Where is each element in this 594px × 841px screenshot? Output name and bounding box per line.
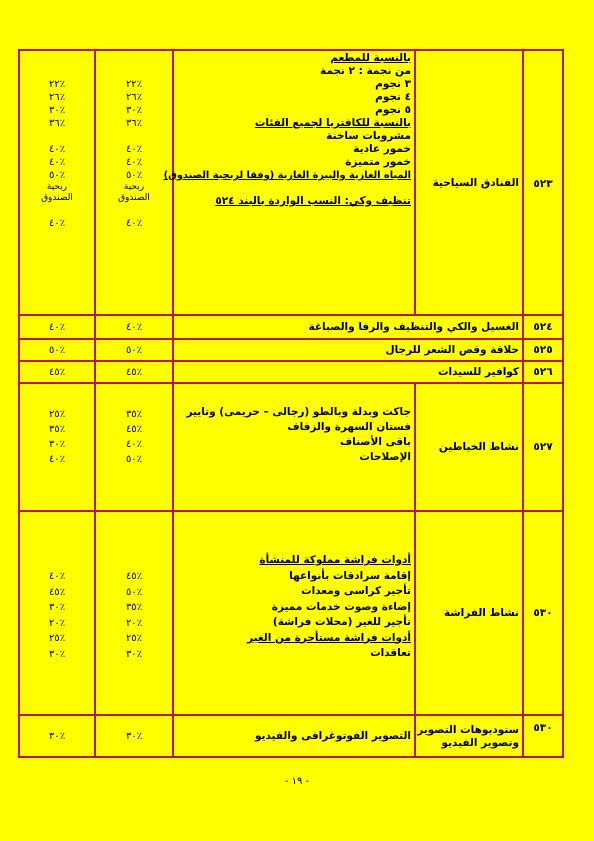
description-line: فستان السهرة والزفاف [287, 421, 411, 433]
rate-value: ٪٥٠ [48, 170, 66, 181]
rate-value: ٪٣٠ [48, 648, 66, 660]
table-row [19, 715, 563, 757]
rate-value: ٪٢٢ [48, 79, 66, 90]
rate-value: ٪٣٦ [48, 118, 66, 129]
rate-value: ٪٣٥ [125, 409, 143, 420]
rate-value: ٪٥٠ [125, 454, 143, 465]
rate-value: ٪٣٠ [48, 602, 66, 613]
rate-value: ٪٣٠ [125, 105, 143, 116]
activity-name: كوافير للسيدات [173, 361, 523, 383]
description-line: إضاءة وصوت خدمات مميزة [271, 600, 411, 613]
description-line: جاكت وبدلة وبالطو (رجالى – حريمى) وتايير [186, 406, 411, 418]
rate-value: ربحية [123, 182, 145, 192]
activity-line: ستوديوهات التصوير [417, 724, 519, 736]
description-line: من نجمة : ٢ نجمة [319, 65, 411, 77]
item-code: ٥٢٤ [523, 315, 563, 339]
rate-value: ٪٥٠ [125, 170, 143, 181]
description-line: المياه الغازية والبيرة الغازية (وفقا لربحية الصندوق) [163, 170, 411, 181]
activity-name: حلاقة وقص الشعر للرجال [173, 339, 523, 361]
description-line: تأجير للغير (محلات فراشة) [272, 616, 411, 628]
rate-value: ربحية [46, 182, 68, 192]
activity-line: وتصوير الفيديو [441, 737, 519, 749]
description-line: تأجير كراسى ومعدات [301, 585, 411, 597]
rate-value: ٪٤٠ [125, 439, 143, 450]
rate-value: ٪٥٠ [125, 586, 143, 598]
description-line: الإصلاحات [359, 451, 411, 463]
item-code: ٥٢٧ [523, 383, 563, 511]
page-number: - ١٩ - [284, 776, 310, 787]
rate-value: ٪٤٥ [19, 361, 95, 383]
rate-column-a [19, 511, 95, 715]
description-line: خمور متميزة [345, 156, 411, 168]
rate-value: ٪٤٠ [48, 454, 66, 465]
item-code: ٥٣٠ [523, 715, 563, 757]
description-line: مشروبات ساخنة [326, 130, 411, 142]
table-row [19, 383, 563, 511]
item-code: ٥٢٥ [523, 339, 563, 361]
rate-value: ٪٢٢ [125, 79, 143, 90]
rate-value: ٪٣٥ [125, 602, 143, 613]
table-row [19, 361, 563, 383]
rate-column-a [19, 50, 95, 315]
rate-value: ٪٤٠ [125, 157, 143, 168]
description-cell [173, 383, 415, 511]
description-line: التصوير الفوتوغرافى والفيديو [173, 715, 415, 757]
description-line: ٥ نجوم [375, 104, 411, 116]
description-line: خمور عادية [353, 143, 411, 155]
activity-name: نشاط الخياطين [415, 383, 523, 511]
rate-value: ٪٢٥ [48, 633, 66, 644]
description-line: باقى الأصناف [339, 436, 411, 448]
section-heading: أدوات فراشة مستأجرة من الغير [247, 631, 411, 644]
rate-value: ٪٣٠ [95, 715, 173, 757]
table-row [19, 339, 563, 361]
description-line: ٣ نجوم [375, 78, 411, 90]
item-code: ٥٣٠ [523, 511, 563, 715]
rate-value: ٪٢٥ [48, 409, 66, 420]
rate-value: ٪٤٠ [19, 315, 95, 339]
activity-name [415, 715, 523, 757]
rate-value: ٪٣٥ [48, 424, 66, 435]
rate-value: ٪٥٠ [19, 339, 95, 361]
description-line: تعاقدات [370, 647, 411, 659]
rate-value: ٪٢٠ [125, 617, 143, 629]
table-row [19, 315, 563, 339]
description-cell [173, 511, 415, 715]
rate-value: ٪٢٦ [125, 92, 143, 103]
section-heading: بالنسبة للمطعم [330, 52, 411, 64]
rate-value: ٪٣٠ [48, 105, 66, 116]
rate-column-a [19, 383, 95, 511]
table-row [19, 511, 563, 715]
rate-value: ٪٤٠ [48, 157, 66, 168]
description-line: إقامة سرادقات بأنواعها [289, 569, 411, 582]
rate-value: ٪٢٠ [48, 617, 66, 629]
rate-value: ٪٤٠ [48, 144, 66, 155]
rate-value: ٪٤٠ [125, 218, 143, 229]
rate-value: ٪٣٦ [125, 118, 143, 129]
rate-value: ٪٤٥ [48, 586, 66, 598]
rates-table [18, 49, 564, 758]
activity-name: الفنادق السياحية [415, 50, 523, 315]
rate-value: الصندوق [118, 193, 150, 203]
rate-value: ٪٣٠ [125, 648, 143, 660]
rate-value: ٪٣٠ [19, 715, 95, 757]
rate-column-b [95, 50, 173, 315]
rate-value: ٪٤٥ [125, 571, 143, 582]
item-code: ٥٢٦ [523, 361, 563, 383]
description-line: ٤ نجوم [375, 91, 411, 103]
activity-name: الغسيل والكي والتنظيف والرفا والصباغة [173, 315, 523, 339]
rate-value: ٪٤٠ [95, 315, 173, 339]
rate-value: ٪٢٦ [48, 92, 66, 103]
rate-value: ٪٥٠ [95, 339, 173, 361]
description-line: تنظيف وكي: النسب الواردة بالبند ٥٢٤ [215, 195, 411, 207]
rate-column-b [95, 383, 173, 511]
activity-name: نشاط الفراشة [415, 511, 523, 715]
description-cell [163, 50, 415, 315]
section-heading: بالنسبة للكافتريا لجميع الفئات [254, 117, 411, 129]
rate-value: ٪٤٠ [48, 571, 66, 582]
table-row [19, 50, 563, 315]
rate-value: ٪٤٥ [95, 361, 173, 383]
item-code: ٥٢٣ [523, 50, 563, 315]
rate-value: ٪٤٠ [125, 144, 143, 155]
rate-value: ٪٢٥ [125, 633, 143, 644]
section-heading: أدوات فراشة مملوكة للمنشأة [259, 554, 411, 566]
rate-value: الصندوق [41, 193, 73, 203]
rate-column-b [95, 511, 173, 715]
rate-value: ٪٤٠ [48, 218, 66, 229]
rate-value: ٪٤٥ [125, 424, 143, 435]
rate-value: ٪٣٠ [48, 439, 66, 450]
